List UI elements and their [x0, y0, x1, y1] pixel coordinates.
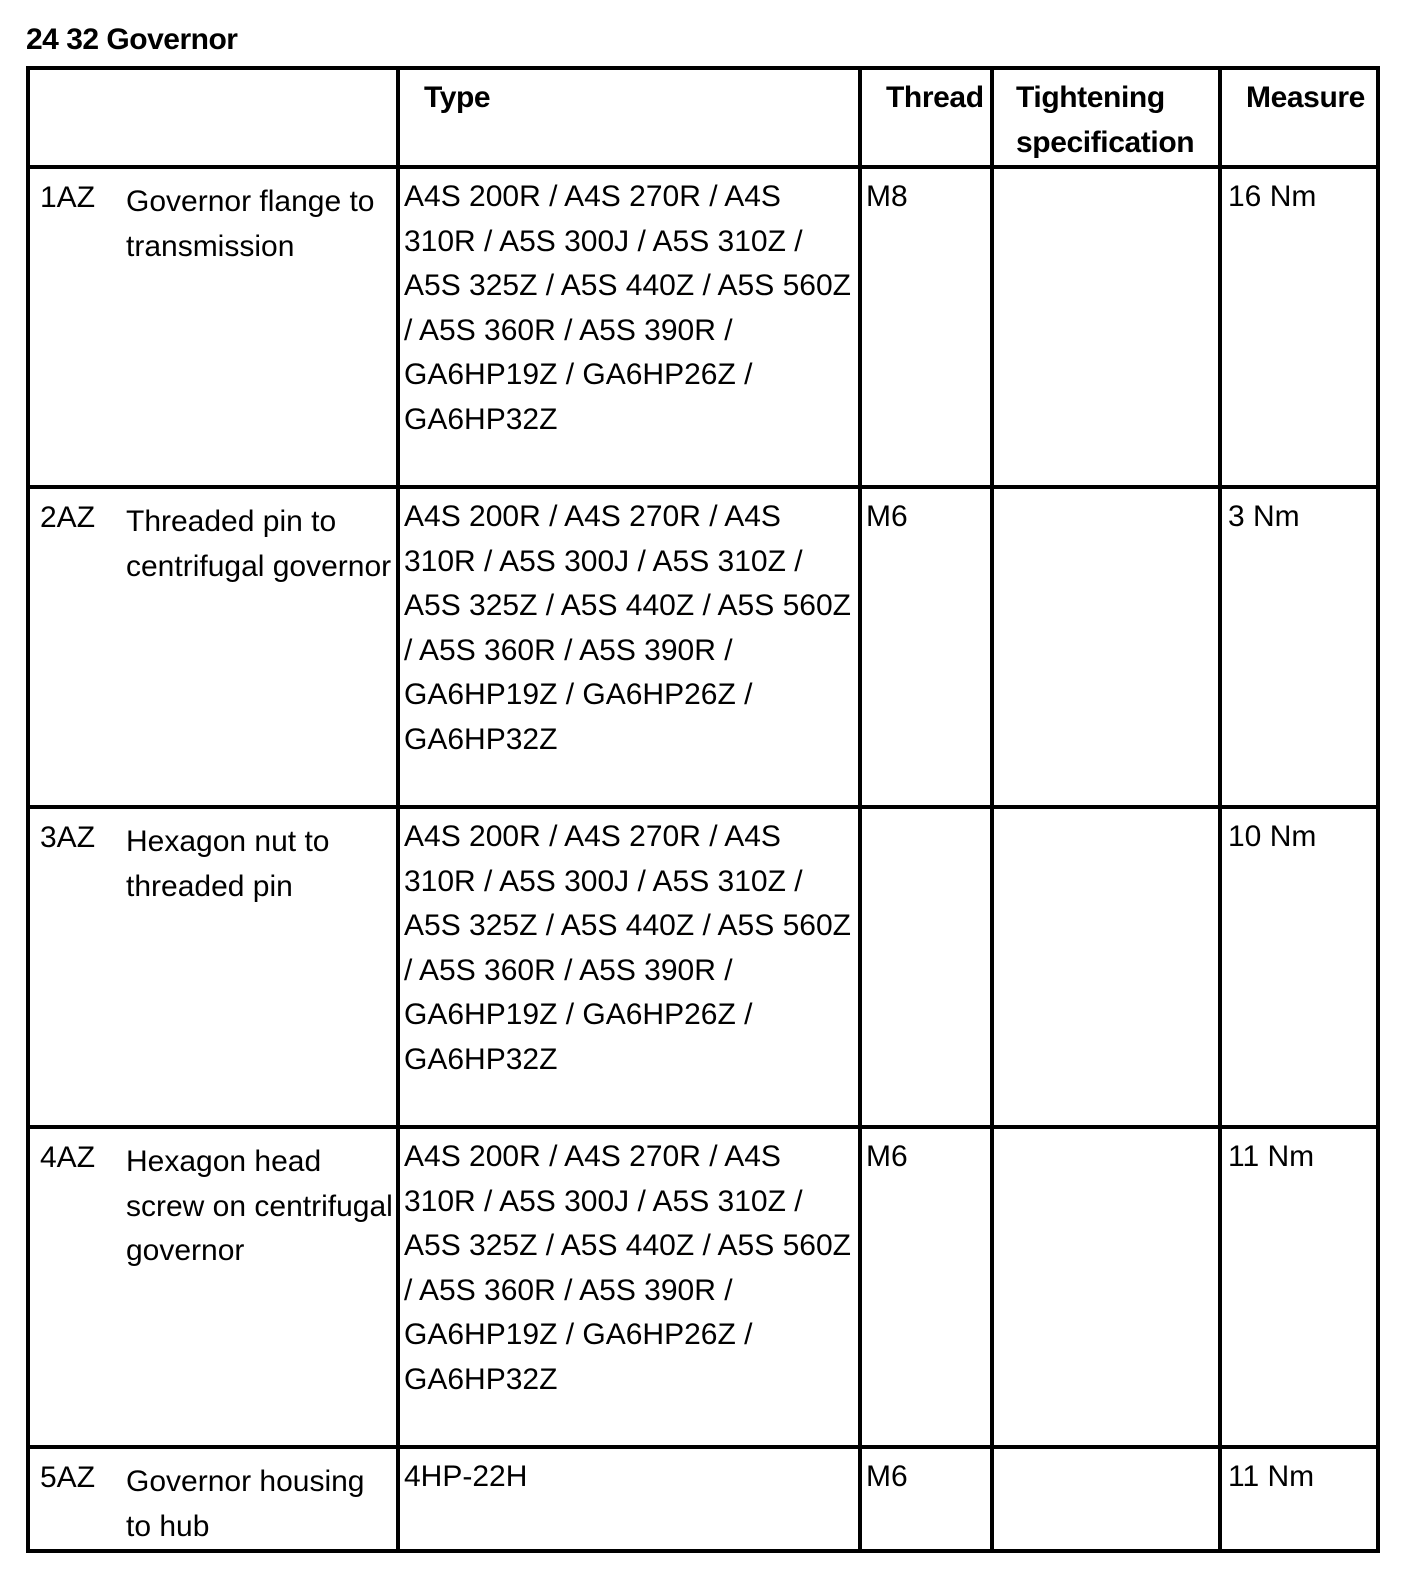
thread-cell: M6 [860, 1127, 992, 1447]
header-tightening-specification: Tightening specification [992, 68, 1220, 167]
table-row [28, 1127, 1378, 1447]
torque-spec-table [26, 66, 1380, 1553]
measure-cell: 3 Nm [1220, 487, 1378, 807]
header-measure: Measure [1220, 68, 1378, 167]
table-row [28, 1447, 1378, 1551]
item-cell [28, 487, 398, 807]
table-row [28, 487, 1378, 807]
measure-cell: 11 Nm [1220, 1447, 1378, 1551]
type-cell: 4HP-22H [398, 1447, 860, 1551]
item-description: Threaded pin to centrifugal governor [126, 505, 392, 583]
type-cell: A4S 200R / A4S 270R / A4S 310R / A5S 300J / A5S 310Z / A5S 325Z / A5S 440Z / A5S 560Z / A5S 360R / A5S 390R / GA6HP19Z / GA6HP26Z / GA6HP32Z [398, 807, 860, 1127]
item-description: Hexagon nut to threaded pin [126, 825, 330, 903]
item-id: 4AZ [40, 1141, 96, 1174]
table-row [28, 807, 1378, 1127]
item-cell [28, 1447, 398, 1551]
item-id: 3AZ [40, 821, 96, 854]
tightening-cell [992, 807, 1220, 1127]
tightening-cell [992, 1447, 1220, 1551]
table-row [28, 167, 1378, 487]
tightening-cell [992, 167, 1220, 487]
thread-cell: M6 [860, 1447, 992, 1551]
item-cell [28, 167, 398, 487]
header-type: Type [398, 68, 860, 167]
table-header-row [28, 68, 1378, 167]
tightening-cell [992, 1127, 1220, 1447]
item-cell [28, 1127, 398, 1447]
item-description: Governor housing to hub [126, 1465, 365, 1543]
measure-cell: 11 Nm [1220, 1127, 1378, 1447]
thread-cell: M8 [860, 167, 992, 487]
tightening-cell [992, 487, 1220, 807]
item-id: 2AZ [40, 501, 96, 534]
thread-cell [860, 807, 992, 1127]
item-id: 5AZ [40, 1461, 96, 1494]
header-thread: Thread [860, 68, 992, 167]
type-cell: A4S 200R / A4S 270R / A4S 310R / A5S 300J / A5S 310Z / A5S 325Z / A5S 440Z / A5S 560Z / A5S 360R / A5S 390R / GA6HP19Z / GA6HP26Z / GA6HP32Z [398, 1127, 860, 1447]
item-id: 1AZ [40, 181, 96, 214]
item-description: Governor flange to transmission [126, 185, 375, 263]
item-description: Hexagon head screw on centrifugal governor [126, 1145, 393, 1267]
page-title: 24 32 Governor [26, 23, 238, 56]
item-cell [28, 807, 398, 1127]
thread-cell: M6 [860, 487, 992, 807]
measure-cell: 16 Nm [1220, 167, 1378, 487]
type-cell: A4S 200R / A4S 270R / A4S 310R / A5S 300J / A5S 310Z / A5S 325Z / A5S 440Z / A5S 560Z / A5S 360R / A5S 390R / GA6HP19Z / GA6HP26Z / GA6HP32Z [398, 167, 860, 487]
type-cell: A4S 200R / A4S 270R / A4S 310R / A5S 300J / A5S 310Z / A5S 325Z / A5S 440Z / A5S 560Z / A5S 360R / A5S 390R / GA6HP19Z / GA6HP26Z / GA6HP32Z [398, 487, 860, 807]
header-item [28, 68, 398, 167]
measure-cell: 10 Nm [1220, 807, 1378, 1127]
